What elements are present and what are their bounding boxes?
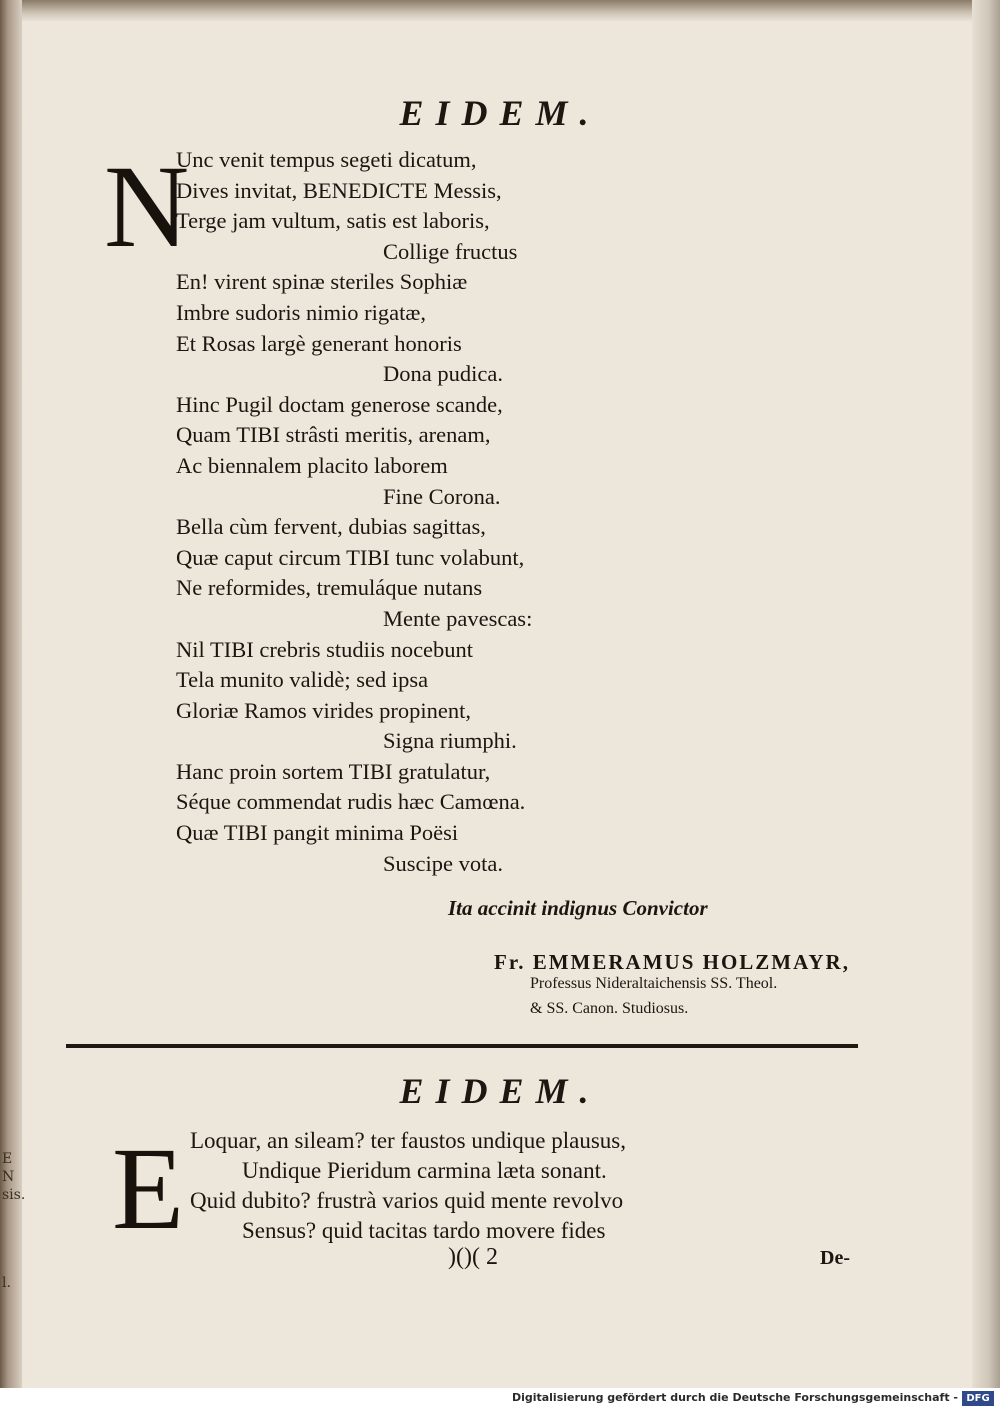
poem-line: Terge jam vultum, satis est laboris, [176, 208, 490, 234]
poem-line: Tela munito validè; sed ipsa [176, 667, 429, 693]
author-name: Fr. EMMERAMUS HOLZMAYR, [494, 950, 850, 974]
poem-line: Quæ caput circum TIBI tunc volabunt, [176, 544, 525, 570]
attribution-intro: Ita accinit indignus Convictor [448, 896, 708, 920]
poem2-body [190, 1126, 810, 1246]
right-page-edge [972, 0, 1000, 1388]
poem-line: Et Rosas largè generant honoris [176, 330, 462, 356]
poem-line: Sensus? quid tacitas tardo movere fides [242, 1218, 606, 1243]
dfg-logo: DFG [962, 1391, 994, 1406]
margin-fragment: E [2, 1151, 13, 1167]
margin-fragment: sis. [2, 1187, 26, 1203]
poem-line: Dona pudica. [383, 361, 503, 387]
poem-line: Dives invitat, BENEDICTE Messis, [176, 177, 502, 203]
poem-line: Mente pavescas: [383, 605, 533, 631]
poem-line: Unc venit tempus segeti dicatum, [176, 147, 477, 172]
poem-line: Hinc Pugil doctam generose scande, [176, 391, 503, 417]
signature-mark: )()( 2 [448, 1244, 498, 1270]
poem-line: Signa riumphi. [383, 728, 517, 754]
poem2-dropcap: E [112, 1123, 185, 1254]
author-title-line: Professus Nideraltaichensis SS. Theol. [530, 975, 778, 992]
poem-line: Nil TIBI crebris studiis nocebunt [176, 636, 474, 662]
poem-line: Loquar, an sileam? ter faustos undique plausus, [190, 1128, 626, 1153]
footer-bar [0, 1388, 1000, 1410]
top-page-edge [22, 0, 1000, 22]
poem-line: Quæ TIBI pangit minima Poësi [176, 820, 459, 846]
poem-line: Quam TIBI strâsti meritis, arenam, [176, 422, 491, 448]
poem-line: Ac biennalem placito laborem [176, 452, 448, 478]
funding-notice: Digitalisierung gefördert durch die Deutsche Forschungsgemeinschaft - [511, 1391, 958, 1404]
poem-line: Undique Pieridum carmina læta sonant. [242, 1158, 607, 1183]
poem-line: Suscipe vota. [383, 850, 503, 876]
poem1-heading: EIDEM. [399, 93, 601, 133]
poem2-heading: EIDEM. [399, 1071, 601, 1111]
margin-fragment: l. [2, 1275, 11, 1291]
author-title-line: & SS. Canon. Studiosus. [530, 1000, 689, 1017]
margin-fragment: N [2, 1169, 15, 1185]
poem-line: Bella cùm fervent, dubias sagittas, [176, 514, 486, 540]
poem-line: Gloriæ Ramos virides propinent, [176, 697, 471, 723]
poem-line: En! virent spinæ steriles Sophiæ [176, 269, 468, 295]
poem-line: Quid dubito? frustrà varios quid mente revolvo [190, 1188, 624, 1213]
catchword: De- [820, 1247, 850, 1269]
left-margin-fragments [2, 1150, 26, 1292]
poem-line: Imbre sudoris nimio rigatæ, [176, 299, 426, 325]
poem1-dropcap: N [104, 141, 190, 272]
poem-line: Séque commendat rudis hæc Camœna. [176, 789, 526, 815]
poem-line: Collige fructus [383, 238, 518, 264]
poem1-body [176, 145, 636, 879]
poem-line: Hanc proin sortem TIBI gratulatur, [176, 758, 491, 784]
section-divider [66, 1044, 858, 1048]
poem-line: Fine Corona. [383, 483, 501, 509]
poem-line: Ne reformides, tremuláque nutans [176, 575, 483, 601]
